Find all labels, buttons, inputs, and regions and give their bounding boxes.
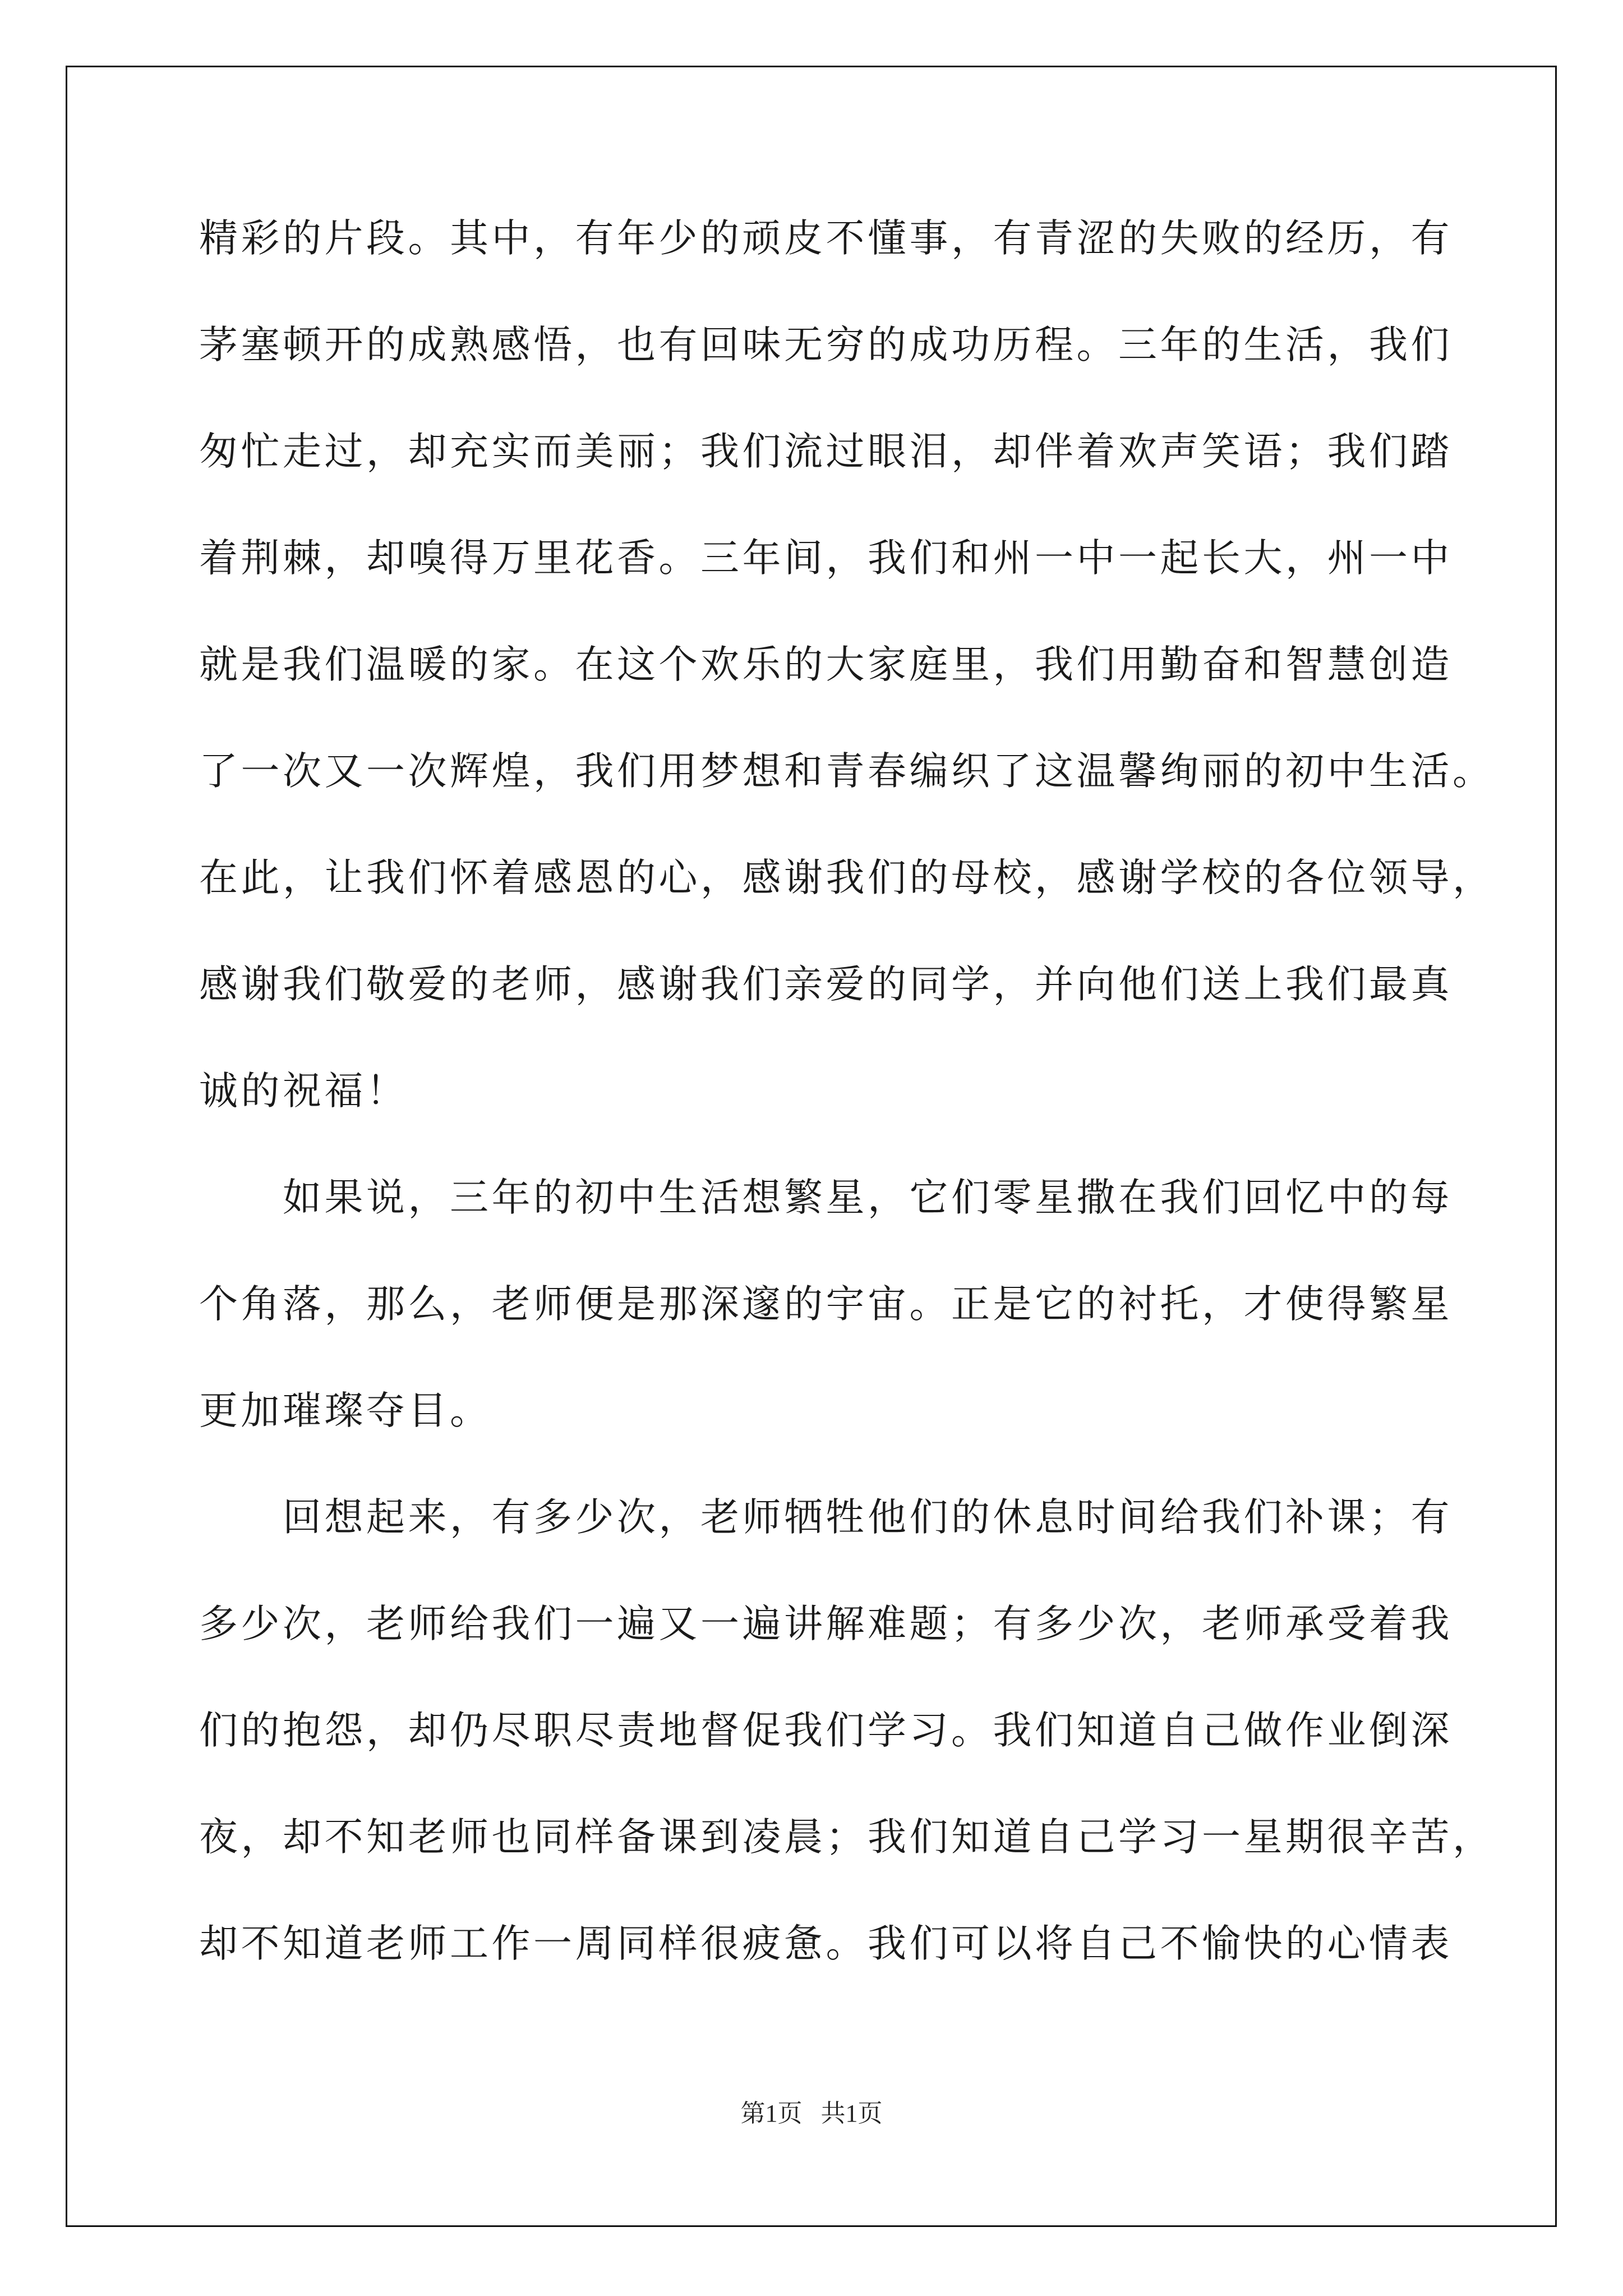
- text-line: 匆忙走过，却充实而美丽；我们流过眼泪，却伴着欢声笑语；我们踏: [199, 429, 1453, 474]
- text-line: 们的抱怨，却仍尽职尽责地督促我们学习。我们知道自己做作业倒深: [199, 1708, 1453, 1753]
- text-line: 着荆棘，却嗅得万里花香。三年间，我们和州一中一起长大，州一中: [199, 536, 1453, 581]
- text-line: 更加璀璨夺目。: [199, 1388, 492, 1433]
- text-line: 了一次又一次辉煌，我们用梦想和青春编织了这温馨绚丽的初中生活。: [199, 749, 1495, 794]
- page-number: 第1页: [740, 2100, 803, 2127]
- page-total: 共1页: [820, 2100, 883, 2127]
- text-line: 回想起来，有多少次，老师牺牲他们的休息时间给我们补课；有: [199, 1495, 1453, 1540]
- text-line: 却不知道老师工作一周同样很疲惫。我们可以将自己不愉快的心情表: [199, 1921, 1453, 1966]
- text-line: 就是我们温暖的家。在这个欢乐的大家庭里，我们用勤奋和智慧创造: [199, 642, 1453, 687]
- text-line: 多少次，老师给我们一遍又一遍讲解难题；有多少次，老师承受着我: [199, 1602, 1453, 1646]
- text-line: 感谢我们敬爱的老师，感谢我们亲爱的同学，并向他们送上我们最真: [199, 962, 1453, 1007]
- text-line: 如果说，三年的初中生活想繁星，它们零星撒在我们回忆中的每: [199, 1175, 1453, 1220]
- text-line: 诚的祝福！: [199, 1069, 408, 1114]
- text-line: 个角落，那么，老师便是那深邃的宇宙。正是它的衬托，才使得繁星: [199, 1282, 1453, 1327]
- text-line: 茅塞顿开的成熟感悟，也有回味无穷的成功历程。三年的生活，我们: [199, 323, 1453, 367]
- text-line: 精彩的片段。其中，有年少的顽皮不懂事，有青涩的失败的经历，有: [199, 216, 1453, 261]
- text-line: 夜，却不知老师也同样备课到凌晨；我们知道自己学习一星期很辛苦，: [199, 1815, 1495, 1860]
- page-footer: [0, 2097, 1623, 2131]
- text-line: 在此，让我们怀着感恩的心，感谢我们的母校，感谢学校的各位领导，: [199, 855, 1495, 900]
- page-border: [66, 66, 1557, 2227]
